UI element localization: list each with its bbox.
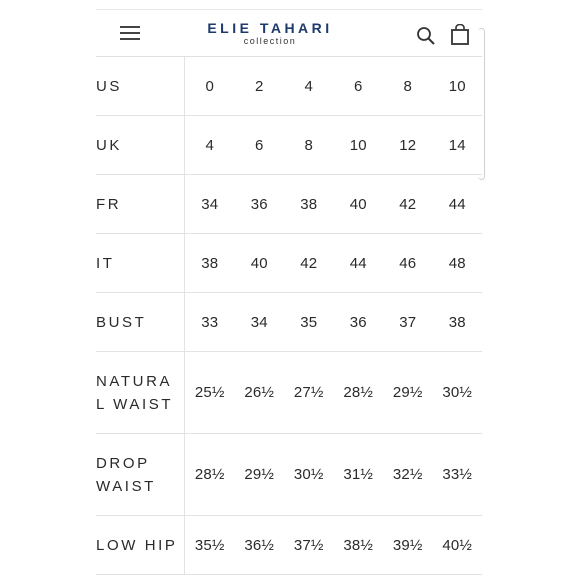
row-label: IT [96, 254, 115, 272]
size-cell: 28½ [194, 466, 225, 483]
size-cell: 38½ [343, 536, 374, 554]
shopping-bag-icon[interactable] [450, 24, 470, 46]
row-label: US [96, 77, 123, 95]
size-cell: 27½ [293, 384, 324, 401]
row-label: BUST [96, 313, 147, 331]
size-cell: 0 [205, 77, 215, 95]
size-cell: 38 [201, 254, 219, 272]
table-row [96, 516, 482, 575]
size-cell: 29½ [392, 384, 423, 401]
size-cell: 26½ [244, 384, 275, 401]
size-cell: 44 [448, 195, 466, 213]
row-values [185, 57, 482, 115]
size-cell: 40½ [442, 536, 473, 554]
table-row [96, 352, 482, 434]
size-cell: 4 [205, 136, 215, 154]
size-chart-table [96, 57, 482, 575]
size-cell: 38 [448, 313, 466, 331]
table-row [96, 234, 482, 293]
size-cell: 30½ [442, 384, 473, 401]
size-cell: 30½ [293, 466, 324, 483]
row-label: DROP WAIST [96, 454, 156, 495]
table-row [96, 57, 482, 116]
row-values [185, 175, 482, 233]
size-cell: 40 [250, 254, 268, 272]
size-cell: 33½ [442, 466, 473, 483]
size-cell: 12 [399, 136, 417, 154]
size-cell: 46 [399, 254, 417, 272]
size-cell: 35½ [194, 536, 225, 554]
table-row [96, 293, 482, 352]
size-cell: 34 [250, 313, 268, 331]
brand-logo[interactable] [194, 21, 346, 46]
size-cell: 40 [349, 195, 367, 213]
size-cell: 2 [254, 77, 264, 95]
size-cell: 32½ [392, 466, 423, 483]
size-cell: 36 [349, 313, 367, 331]
size-cell: 48 [448, 254, 466, 272]
row-label: UK [96, 136, 123, 154]
row-values [185, 352, 482, 433]
size-cell: 36½ [244, 536, 275, 554]
size-cell: 8 [304, 136, 314, 154]
row-label: FR [96, 195, 122, 213]
size-cell: 6 [254, 136, 264, 154]
size-cell: 44 [349, 254, 367, 272]
size-cell: 25½ [194, 384, 225, 401]
table-row [96, 175, 482, 234]
size-cell: 14 [448, 136, 466, 154]
size-cell: 29½ [244, 466, 275, 483]
search-icon[interactable] [416, 26, 436, 46]
size-cell: 10 [349, 136, 367, 154]
table-row [96, 434, 482, 516]
row-values [185, 293, 482, 351]
size-cell: 34 [201, 195, 219, 213]
size-cell: 8 [403, 77, 413, 95]
size-cell: 36 [250, 195, 268, 213]
row-label: LOW HIP [96, 536, 178, 554]
size-cell: 38 [300, 195, 318, 213]
size-cell: 10 [448, 77, 466, 95]
logo-main-text: ELIE TAHARI [207, 20, 333, 36]
size-cell: 4 [304, 77, 314, 95]
size-cell: 31½ [343, 466, 374, 483]
logo-sub-text: collection [243, 36, 297, 46]
row-values [185, 234, 482, 292]
size-cell: 42 [399, 195, 417, 213]
size-cell: 28½ [343, 384, 374, 401]
size-cell: 35 [300, 313, 318, 331]
size-cell: 6 [353, 77, 363, 95]
size-cell: 39½ [392, 536, 423, 554]
size-cell: 33 [201, 313, 219, 331]
site-header [96, 10, 482, 56]
size-cell: 42 [300, 254, 318, 272]
table-row [96, 116, 482, 175]
row-values [185, 116, 482, 174]
size-cell: 37½ [293, 536, 324, 554]
row-values [185, 434, 482, 515]
size-cell: 37 [399, 313, 417, 331]
row-label: NATURA L WAIST [96, 372, 174, 413]
menu-icon[interactable] [120, 26, 140, 40]
row-values [185, 516, 482, 574]
